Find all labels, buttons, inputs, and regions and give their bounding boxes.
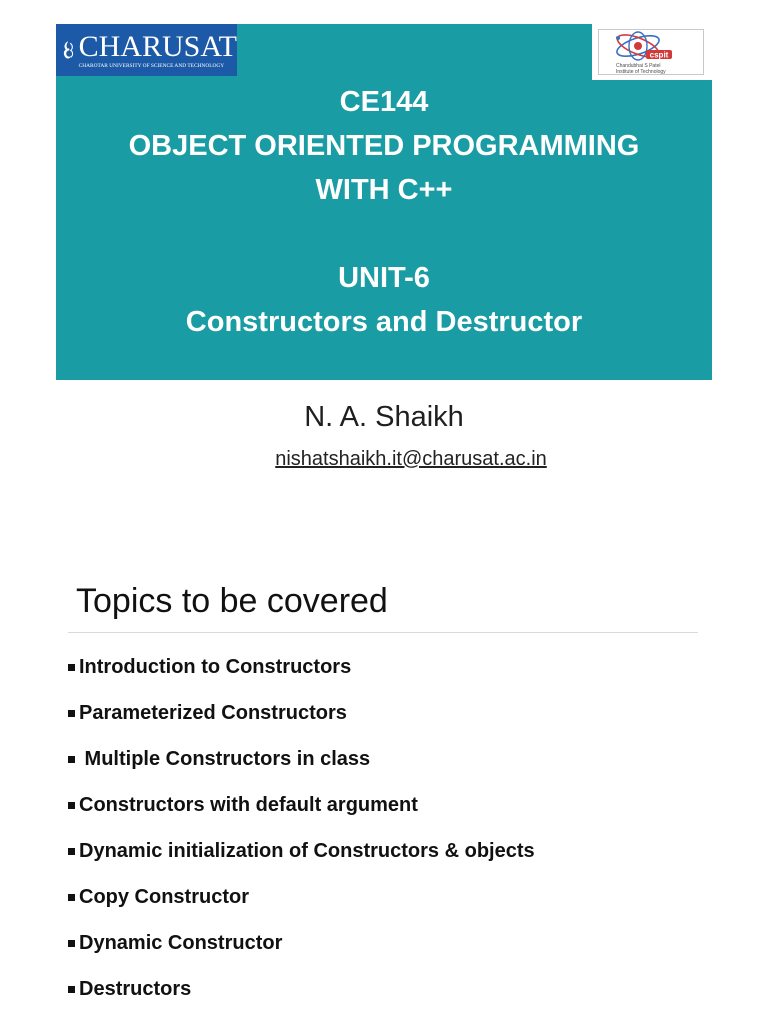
- square-bullet-icon: [68, 848, 75, 855]
- topic-item: Introduction to Constructors: [68, 656, 351, 679]
- topic-item: Destructors: [68, 978, 191, 1001]
- author-name: N. A. Shaikh: [304, 401, 464, 433]
- cspit-wordmark: cspit: [649, 50, 669, 60]
- square-bullet-icon: [68, 802, 75, 809]
- topics-heading: Topics to be covered: [76, 582, 388, 620]
- cspit-line-1: Chandubhai S Patel: [616, 63, 661, 69]
- topic-item: Constructors with default argument: [68, 794, 418, 817]
- square-bullet-icon: [68, 710, 75, 717]
- topic-item: Dynamic initialization of Constructors & objects: [68, 840, 535, 863]
- cspit-logo: [592, 24, 712, 80]
- course-name-line2: WITH C++: [315, 174, 453, 206]
- course-name-line1: OBJECT ORIENTED PROGRAMMING: [128, 130, 640, 162]
- topic-item: Parameterized Constructors: [68, 702, 347, 725]
- unit-title: Constructors and Destructor: [185, 306, 583, 338]
- square-bullet-icon: [68, 986, 75, 993]
- square-bullet-icon: [68, 894, 75, 901]
- topic-item: Copy Constructor: [68, 886, 249, 909]
- charusat-tagline: CHAROTAR UNIVERSITY OF SCIENCE AND TECHNOLOGY: [78, 63, 225, 69]
- square-bullet-icon: [68, 940, 75, 947]
- topic-item: Dynamic Constructor: [68, 932, 282, 955]
- heading-divider: [68, 632, 698, 633]
- cspit-line-2: Institute of Technology: [616, 69, 666, 75]
- course-code: CE144: [339, 86, 429, 118]
- charusat-logo: [56, 24, 237, 76]
- topic-item: Multiple Constructors in class: [68, 748, 370, 771]
- charusat-emblem-icon: [60, 28, 76, 72]
- square-bullet-icon: [68, 756, 75, 763]
- unit-number: UNIT-6: [338, 262, 430, 294]
- square-bullet-icon: [68, 664, 75, 671]
- course-title: [56, 80, 712, 344]
- charusat-name: CHARUSAT: [78, 30, 237, 63]
- author-email-link[interactable]: nishatshaikh.it@charusat.ac.in: [275, 448, 547, 470]
